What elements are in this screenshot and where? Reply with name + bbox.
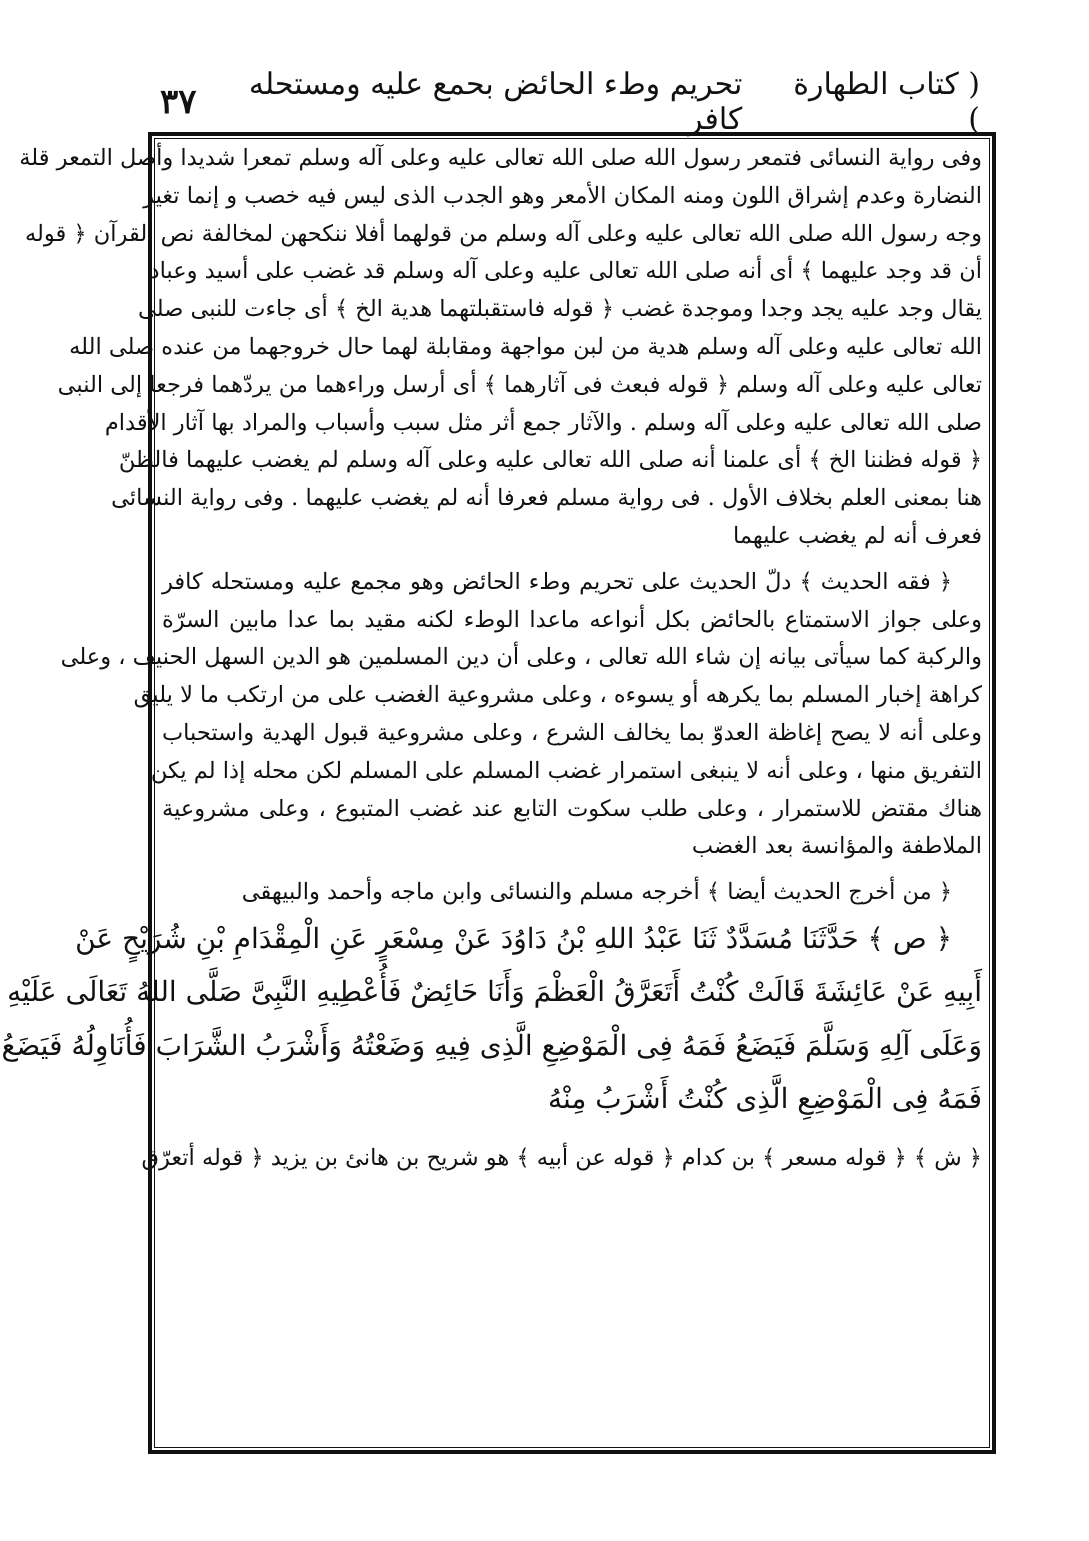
commentary-line: أن قد وجد عليهما ﴾ أى أنه صلى الله تعالى عليه وعلى آله وسلم قد غضب على أسيد وعباد	[149, 258, 982, 285]
hadith-text	[1, 912, 982, 1126]
commentary-line: ﴿ قوله فظننا الخ ﴾ أى علمنا أنه صلى الله تعالى عليه وعلى آله وسلم لم يغضب عليهما فالظنّ	[118, 447, 982, 474]
page-number: ٣٧	[160, 82, 197, 122]
fiqh-line: كراهة إخبار المسلم بما يكرهه أو يسوءه ، وعلى مشروعية الغضب على من ارتكب ما لا يليق	[133, 682, 982, 709]
commentary-line: وفى رواية النسائى فتمعر رسول الله صلى الله تعالى عليه وعلى آله وسلم تمعرا شديدا وأصل التمعر قلة	[19, 145, 982, 171]
commentary-line: تعالى عليه وعلى آله وسلم ﴿ قوله فبعث فى آثارهما ﴾ أى أرسل وراءهما من يردّهما فرجعا إلى النبى	[57, 371, 982, 398]
hadith-line: فَمَهُ فِى الْمَوْضِعِ الَّذِى كُنْتُ أَشْرَبُ مِنْهُ	[547, 1082, 982, 1116]
fiqh-line: هناك مقتض للاستمرار ، وعلى طلب سكوت التابع عند غضب المتبوع ، وعلى مشروعية	[162, 795, 982, 822]
commentary-line: الله تعالى عليه وعلى آله وسلم هدية من لبن مواجهة ومقابلة لهما حال خروجهما من عنده صلى الله	[69, 333, 982, 360]
fiqh-line: والركبة كما سيأتى بيانه إن شاء الله تعالى ، وعلى أن دين المسلمين هو الدين السهل الحنيف ، وعلى	[60, 644, 982, 671]
takhrij-line: ﴿ من أخرج الحديث أيضا ﴾ أخرجه مسلم والنسائى وابن ماجه وأحمد والبيهقى	[241, 879, 952, 906]
book-title: ( كتاب الطهارة )	[793, 67, 980, 137]
fiqh-line: وعلى أنه لا يصح إغاظة العدوّ بما يخالف الشرع ، وعلى مشروعية قبول الهدية واستحباب	[162, 719, 982, 746]
fiqh-line: وعلى جواز الاستمتاع بالحائض بكل أنواعه ماعدا الوطء لكنه مقيد بما عدا مابين السرّة	[162, 606, 982, 633]
commentary-line: وجه رسول الله صلى الله تعالى عليه وعلى آله وسلم من قولهما أفلا ننكحهن لمخالفة نص القرآن ﴿ قوله	[24, 220, 982, 247]
fiqh-line: التفريق منها ، وعلى أنه لا ينبغى استمرار غضب المسلم على المسلم لكن محله إذا لم يكن	[150, 757, 982, 784]
chapter-title: تحريم وطء الحائض بحمع عليه ومستحله كافر	[248, 67, 743, 137]
commentary-bottom-line: ﴿ ش ﴾ ﴿ قوله مسعر ﴾ بن كدام ﴿ قوله عن أبيه ﴾ هو شريح بن هانئ بن يزيد ﴿ قوله أتعرّق	[141, 1144, 982, 1171]
commentary-line: فعرف أنه لم يغضب عليهما	[733, 522, 982, 549]
commentary-line: هنا بمعنى العلم بخلاف الأول . فى رواية مسلم فعرفا أنه لم يغضب عليهما . وفى رواية النسائى	[111, 485, 982, 512]
fiqh-line: ﴿ فقه الحديث ﴾ دلّ الحديث على تحريم وطء الحائض وهو مجمع عليه ومستحله كافر	[162, 568, 952, 595]
commentary-line: النضارة وعدم إشراق اللون ومنه المكان الأمعر وهو الجدب الذى ليس فيه خصب و إنما تغير	[143, 182, 982, 209]
hadith-line: وَعَلَى آلِهِ وَسَلَّمَ فَيَضَعُ فَمَهُ فِى الْمَوْضِعِ الَّذِى فِيهِ وَضَعْتُهُ وَأَشْرَبُ الشَّرَابَ فَأُنَاوِلُهُ فَيَضَعُ	[1, 1028, 982, 1062]
page-header	[160, 67, 980, 137]
page-body	[1, 140, 982, 1178]
commentary-line: يقال وجد عليه يجد وجدا وموجدة غضب ﴿ قوله فاستقبلتهما هدية الخ ﴾ أى جاءت للنبى صلى	[138, 296, 982, 323]
hadith-line: ﴿ ص ﴾ حَدَّثَنَا مُسَدَّدٌ ثَنَا عَبْدُ اللهِ بْنُ دَاوُدَ عَنْ مِسْعَرٍ عَنِ الْمِقْدَامِ بْنِ شُرَيْحٍ عَنْ	[75, 921, 952, 955]
fiqh-section	[60, 564, 982, 866]
hadith-line: أَبِيهِ عَنْ عَائِشَةَ قَالَتْ كُنْتُ أَتَعَرَّقُ الْعَظْمَ وَأَنَا حَائِضٌ فَأُعْطِيهِ النَّبِىَّ صَلَّى اللهُ تَعَالَى عَلَيْهِ	[7, 975, 982, 1009]
fiqh-line: الملاطفة والمؤانسة بعد الغضب	[691, 833, 982, 860]
commentary-line: صلى الله تعالى عليه وعلى آله وسلم . والآثار جمع أثر مثل سبب وأسباب والمراد بها آثار الأقدام	[104, 409, 982, 436]
commentary-top	[19, 140, 982, 556]
